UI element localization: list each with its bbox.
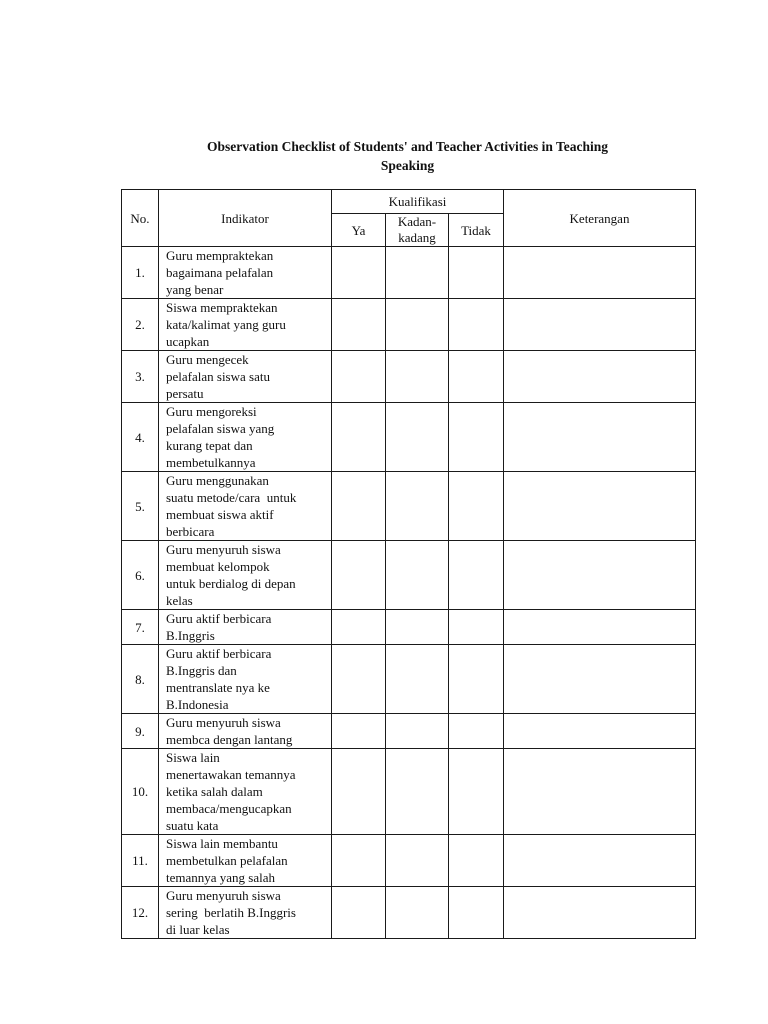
- tidak-cell[interactable]: [449, 714, 504, 749]
- indikator-line: kelas: [166, 593, 193, 608]
- indikator-line: ucapkan: [166, 334, 210, 349]
- indikator-line: bagaimana pelafalan: [166, 265, 274, 280]
- table-row: [122, 472, 696, 541]
- title-line-2: Speaking: [380, 158, 435, 173]
- keterangan-cell[interactable]: [504, 541, 696, 610]
- ya-cell[interactable]: [332, 714, 386, 749]
- row-indikator: [159, 541, 332, 610]
- keterangan-cell[interactable]: [504, 887, 696, 939]
- indikator-line: suatu metode/cara untuk: [166, 490, 297, 505]
- keterangan-cell[interactable]: [504, 403, 696, 472]
- row-indikator: [159, 403, 332, 472]
- header-row: [122, 190, 696, 214]
- header-no: No.: [122, 190, 159, 247]
- indikator-line: Guru menyuruh siswa: [166, 888, 281, 903]
- tidak-cell[interactable]: [449, 749, 504, 835]
- indikator-line: mentranslate nya ke: [166, 680, 270, 695]
- indikator-line: pelafalan siswa satu: [166, 369, 270, 384]
- indikator-line: membca dengan lantang: [166, 732, 293, 747]
- row-indikator: [159, 247, 332, 299]
- kadang-kadang-cell[interactable]: [386, 403, 449, 472]
- indikator-line: di luar kelas: [166, 922, 230, 937]
- row-indikator: [159, 610, 332, 645]
- tidak-cell[interactable]: [449, 472, 504, 541]
- header-tidak: Tidak: [449, 214, 504, 247]
- ya-cell[interactable]: [332, 887, 386, 939]
- indikator-line: membetulkan pelafalan: [166, 853, 288, 868]
- indikator-line: berbicara: [166, 524, 215, 539]
- indikator-line: membetulkannya: [166, 455, 256, 470]
- keterangan-cell[interactable]: [504, 472, 696, 541]
- kadang-kadang-cell[interactable]: [386, 247, 449, 299]
- keterangan-cell[interactable]: [504, 714, 696, 749]
- ya-cell[interactable]: [332, 610, 386, 645]
- ya-cell[interactable]: [332, 472, 386, 541]
- indikator-line: suatu kata: [166, 818, 219, 833]
- tidak-cell[interactable]: [449, 835, 504, 887]
- kadang-kadang-cell[interactable]: [386, 541, 449, 610]
- keterangan-cell[interactable]: [504, 835, 696, 887]
- kadang-kadang-cell[interactable]: [386, 714, 449, 749]
- row-number: 6.: [122, 541, 159, 610]
- row-number: 3.: [122, 351, 159, 403]
- indikator-line: Siswa lain membantu: [166, 836, 278, 851]
- ya-cell[interactable]: [332, 247, 386, 299]
- kadang-kadang-cell[interactable]: [386, 887, 449, 939]
- observation-checklist-table: [121, 189, 696, 939]
- indikator-line: Guru menyuruh siswa: [166, 715, 281, 730]
- tidak-cell[interactable]: [449, 299, 504, 351]
- table-row: [122, 351, 696, 403]
- indikator-line: Guru aktif berbicara: [166, 646, 272, 661]
- tidak-cell[interactable]: [449, 887, 504, 939]
- row-indikator: [159, 351, 332, 403]
- kadang-kadang-cell[interactable]: [386, 610, 449, 645]
- row-number: 2.: [122, 299, 159, 351]
- table-row: [122, 403, 696, 472]
- table-row: [122, 714, 696, 749]
- keterangan-cell[interactable]: [504, 749, 696, 835]
- row-number: 8.: [122, 645, 159, 714]
- indikator-line: untuk berdialog di depan: [166, 576, 296, 591]
- tidak-cell[interactable]: [449, 541, 504, 610]
- tidak-cell[interactable]: [449, 247, 504, 299]
- header-ya: Ya: [332, 214, 386, 247]
- row-indikator: [159, 887, 332, 939]
- kadang-kadang-cell[interactable]: [386, 351, 449, 403]
- row-number: 4.: [122, 403, 159, 472]
- tidak-cell[interactable]: [449, 610, 504, 645]
- header-indikator: Indikator: [159, 190, 332, 247]
- table-row: [122, 610, 696, 645]
- indikator-line: pelafalan siswa yang: [166, 421, 275, 436]
- indikator-line: Guru aktif berbicara: [166, 611, 272, 626]
- indikator-line: kurang tepat dan: [166, 438, 253, 453]
- table-row: [122, 299, 696, 351]
- indikator-line: Guru mempraktekan: [166, 248, 274, 263]
- row-number: 7.: [122, 610, 159, 645]
- keterangan-cell[interactable]: [504, 299, 696, 351]
- indikator-line: Guru menyuruh siswa: [166, 542, 281, 557]
- indikator-line: B.Inggris: [166, 628, 215, 643]
- keterangan-cell[interactable]: [504, 610, 696, 645]
- row-number: 11.: [122, 835, 159, 887]
- kadang-kadang-cell[interactable]: [386, 835, 449, 887]
- row-indikator: [159, 645, 332, 714]
- table-row: [122, 835, 696, 887]
- ya-cell[interactable]: [332, 403, 386, 472]
- header-kadang-kadang: [386, 214, 449, 247]
- ya-cell[interactable]: [332, 835, 386, 887]
- indikator-line: Guru mengoreksi: [166, 404, 257, 419]
- keterangan-cell[interactable]: [504, 247, 696, 299]
- indikator-line: B.Inggris dan: [166, 663, 237, 678]
- indikator-line: B.Indonesia: [166, 697, 229, 712]
- kadang-kadang-cell[interactable]: [386, 299, 449, 351]
- row-indikator: [159, 472, 332, 541]
- indikator-line: Siswa mempraktekan: [166, 300, 278, 315]
- table-row: [122, 247, 696, 299]
- header-kadang-line-2: kadang: [398, 230, 436, 245]
- row-number: 10.: [122, 749, 159, 835]
- header-kualifikasi: Kualifikasi: [332, 190, 504, 214]
- indikator-line: sering berlatih B.Inggris: [166, 905, 296, 920]
- indikator-line: ketika salah dalam: [166, 784, 263, 799]
- row-indikator: [159, 835, 332, 887]
- row-number: 9.: [122, 714, 159, 749]
- row-number: 5.: [122, 472, 159, 541]
- row-number: 1.: [122, 247, 159, 299]
- indikator-line: membuat siswa aktif: [166, 507, 274, 522]
- ya-cell[interactable]: [332, 645, 386, 714]
- row-number: 12.: [122, 887, 159, 939]
- table-row: [122, 749, 696, 835]
- keterangan-cell[interactable]: [504, 645, 696, 714]
- header-kadang-line-1: Kadan-: [397, 214, 437, 229]
- table-row: [122, 541, 696, 610]
- ya-cell[interactable]: [332, 749, 386, 835]
- indikator-line: Guru mengecek: [166, 352, 249, 367]
- indikator-line: persatu: [166, 386, 204, 401]
- keterangan-cell[interactable]: [504, 351, 696, 403]
- indikator-line: yang benar: [166, 282, 224, 297]
- tidak-cell[interactable]: [449, 351, 504, 403]
- ya-cell[interactable]: [332, 299, 386, 351]
- table-row: [122, 887, 696, 939]
- kadang-kadang-cell[interactable]: [386, 472, 449, 541]
- title-line-1: Observation Checklist of Students' and Teacher Activities in Teaching: [206, 139, 609, 154]
- header-keterangan: Keterangan: [504, 190, 696, 247]
- indikator-line: Guru menggunakan: [166, 473, 269, 488]
- kadang-kadang-cell[interactable]: [386, 749, 449, 835]
- ya-cell[interactable]: [332, 541, 386, 610]
- tidak-cell[interactable]: [449, 403, 504, 472]
- kadang-kadang-cell[interactable]: [386, 645, 449, 714]
- indikator-line: Siswa lain: [166, 750, 220, 765]
- tidak-cell[interactable]: [449, 645, 504, 714]
- row-indikator: [159, 749, 332, 835]
- row-indikator: [159, 299, 332, 351]
- indikator-line: kata/kalimat yang guru: [166, 317, 286, 332]
- indikator-line: membaca/mengucapkan: [166, 801, 292, 816]
- indikator-line: temannya yang salah: [166, 870, 276, 885]
- row-indikator: [159, 714, 332, 749]
- ya-cell[interactable]: [332, 351, 386, 403]
- indikator-line: menertawakan temannya: [166, 767, 296, 782]
- document-title: [120, 137, 695, 175]
- indikator-line: membuat kelompok: [166, 559, 270, 574]
- table-row: [122, 645, 696, 714]
